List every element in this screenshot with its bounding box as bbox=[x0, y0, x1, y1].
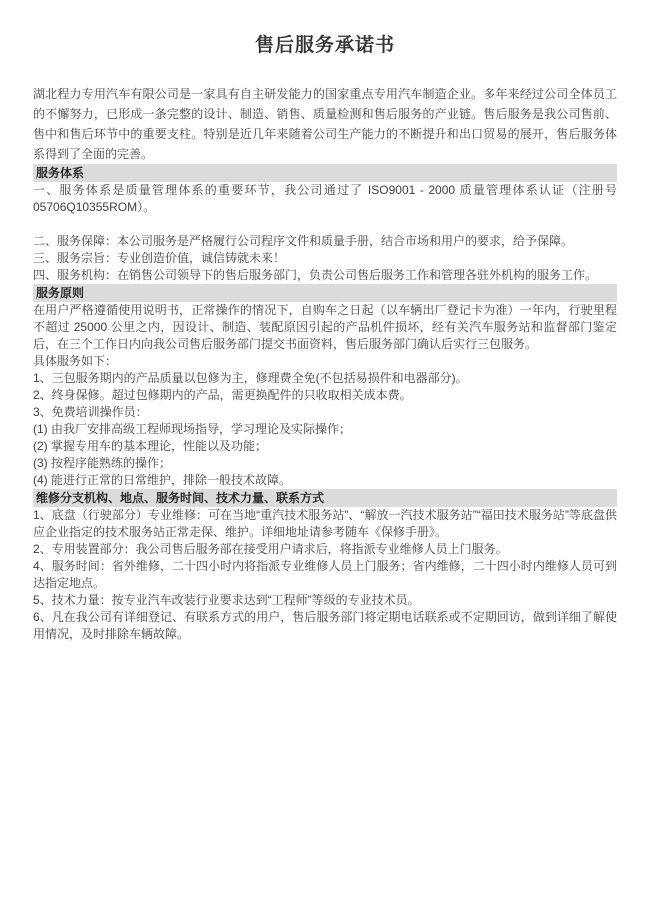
blank-line bbox=[33, 216, 617, 233]
paragraph-line: 四、服务机构：在销售公司领导下的售后服务部门，负责公司售后服务工作和管理各驻外机构的服务工作。 bbox=[33, 268, 598, 282]
section-body bbox=[33, 507, 617, 643]
paragraph-line: 4、服务时间：省外维修，二十四小时内将指派专业维修人员上门服务；省内维修，二十四小时内维修人员可到达指定地点。 bbox=[33, 559, 617, 590]
page-title: 售后服务承诺书 bbox=[254, 35, 395, 56]
intro-paragraph: 湖北程力专用汽车有限公司是一家具有自主研发能力的国家重点专用汽车制造企业。多年来经过公司全体员工的不懈努力，已形成一条完整的设计、制造、销售、质量检测和售后服务的产业链。售后服务是我公司售前、售中和售后环节中的重要支柱。特别是近几年来随着公司生产能力的不断提升和出口贸易的展开，售后服务体系得到了全面的完善。 bbox=[33, 87, 617, 161]
section-heading-service-system: 服务体系 bbox=[33, 164, 617, 182]
section-body bbox=[33, 302, 617, 489]
paragraph-line: 二、服务保障：本公司服务是严格履行公司程序文件和质量手册，结合市场和用户的要求，给予保障。 bbox=[33, 234, 574, 248]
paragraph-line: 5、技术力量：按专业汽车改装行业要求达到“工程师”等级的专业技术员。 bbox=[33, 593, 420, 607]
paragraph-line: 6、凡在我公司有详细登记、有联系方式的用户，售后服务部门将定期电话联系或不定期回访，做到详细了解使用情况，及时排除车辆故障。 bbox=[33, 610, 617, 641]
paragraph-line: 3、免费培训操作员： bbox=[33, 405, 148, 419]
paragraph-line: 在用户严格遵循使用说明书，正常操作的情况下，自购车之日起（以车辆出厂登记卡为准）一年内，行驶里程不超过 25000 公里之内，因设计、制造、装配原因引起的产品机件损坏，经有关汽车服务站和监督部门鉴定后，在三个工作日内向我公司售后服务部门提交书面资料，售后服务部门确认后实行三包服务。 bbox=[33, 303, 617, 351]
section-heading-service-principles: 服务原则 bbox=[33, 284, 617, 302]
section-heading-repair-branches: 维修分支机构、地点、服务时间、技术力量、联系方式 bbox=[33, 489, 617, 507]
section-service-principles bbox=[33, 284, 617, 489]
paragraph-line: 1、三包服务期内的产品质量以包修为主，修理费全免(不包括易损件和电器部分)。 bbox=[33, 371, 468, 385]
paragraph-line: 具体服务如下： bbox=[33, 354, 118, 368]
section-repair-branches bbox=[33, 489, 617, 643]
section-service-system bbox=[33, 164, 617, 284]
paragraph-line: (4) 能进行正常的日常维护，排除一般技术故障。 bbox=[33, 473, 292, 487]
paragraph-line: (2) 掌握专用车的基本理论，性能以及功能； bbox=[33, 439, 268, 453]
paragraph-line: 三、服务宗旨：专业创造价值，诚信铸就未来！ bbox=[33, 251, 286, 265]
paragraph-line: (3) 按程序能熟练的操作； bbox=[33, 456, 172, 470]
paragraph-line: 2、终身保修。超过包修期内的产品，需更换配件的只收取相关成本费。 bbox=[33, 388, 412, 402]
paragraph-line: (1) 由我厂安排高级工程师现场指导，学习理论及实际操作； bbox=[33, 422, 352, 436]
paragraph-line: 2、专用装置部分：我公司售后服务部在接受用户请求后，将指派专业维修人员上门服务。 bbox=[33, 542, 508, 556]
paragraph-line: 一、服务体系是质量管理体系的重要环节，我公司通过了 ISO9001 - 2000 质量管理体系认证（注册号 05706Q10355ROM）。 bbox=[33, 183, 617, 214]
paragraph-line: 1、底盘（行驶部分）专业维修：可在当地“重汽技术服务站”、“解放一汽技术服务站”“福田技术服务站”等底盘供应企业指定的技术服务站正常走保、维护。详细地址请参考随车《保修手册》。 bbox=[33, 508, 617, 539]
section-body bbox=[33, 182, 617, 284]
